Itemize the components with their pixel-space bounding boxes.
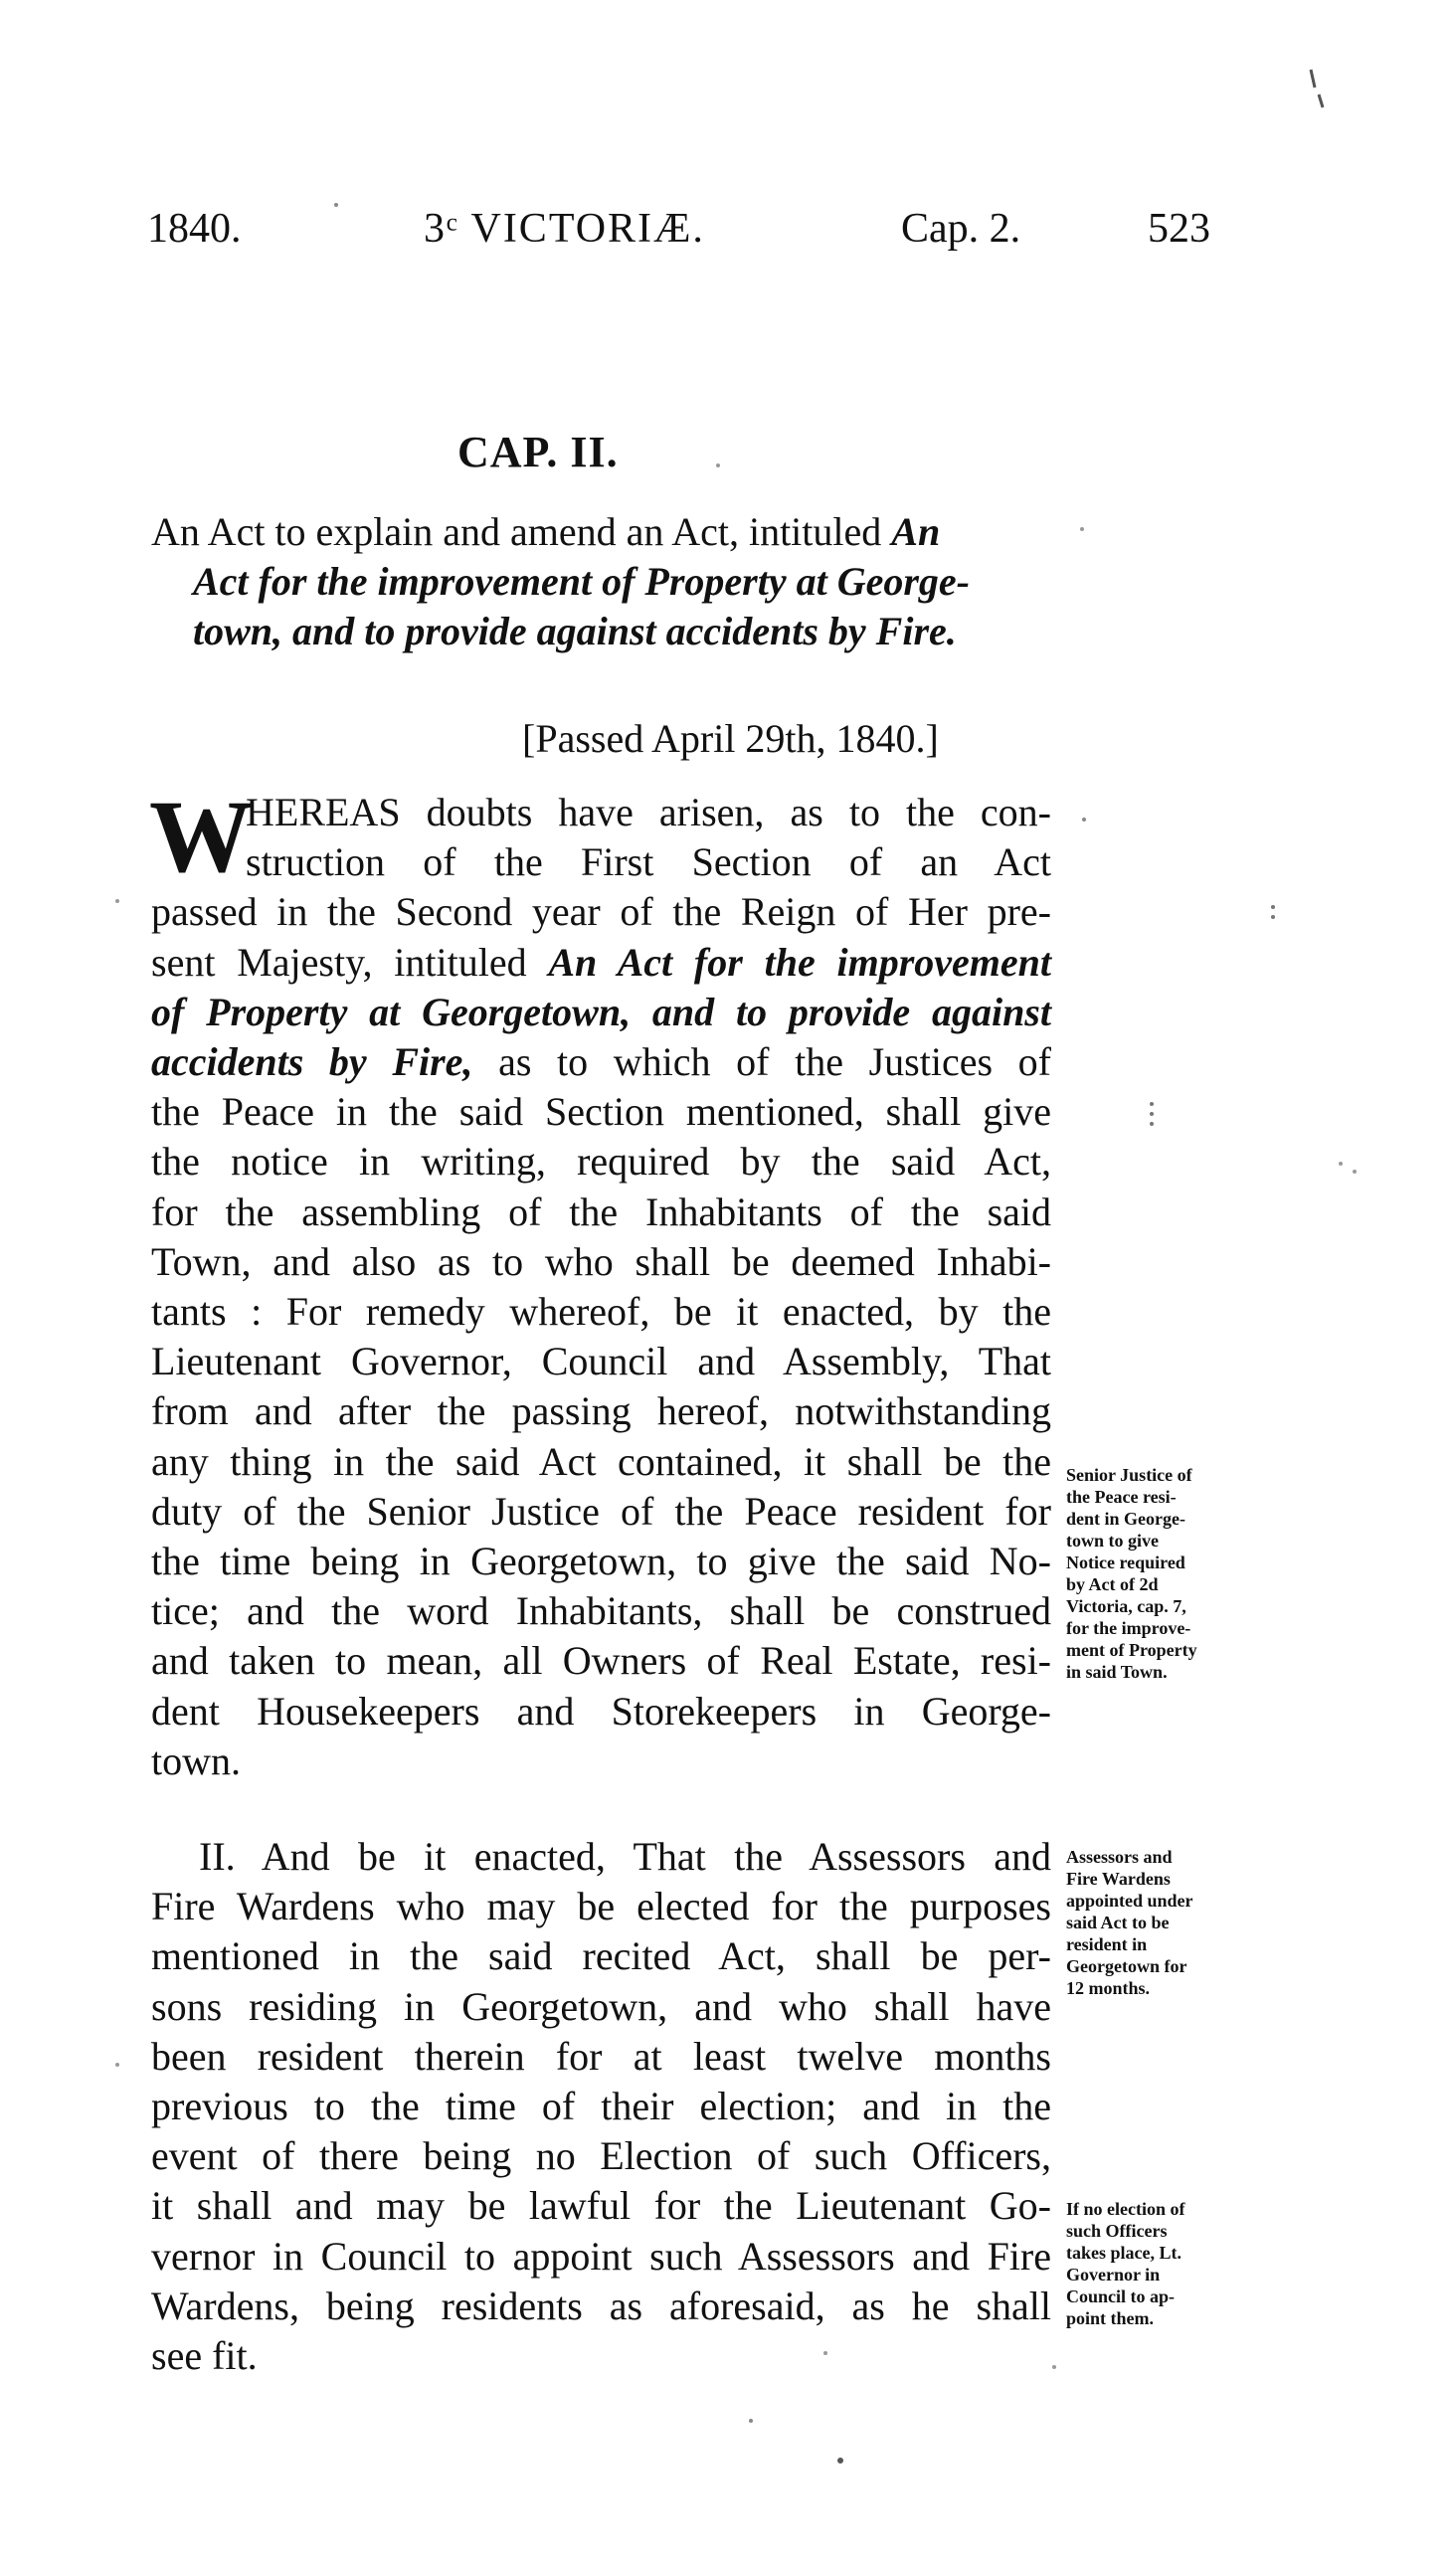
text-line: been resident therein for at least twelve months (151, 2033, 1051, 2079)
act-title-italic: town, and to provide against accidents by Fire. (193, 609, 957, 653)
text-italic: of Property at Georgetown, and to provide against (151, 989, 1051, 1034)
act-title (151, 507, 1076, 656)
margin-note-line: Assessors and (1066, 1847, 1173, 1867)
text-italic: An Act for the improvement (548, 939, 1052, 985)
text-line: previous to the time of their election; and in the (151, 2084, 1051, 2129)
margin-note-line: takes place, Lt. (1066, 2243, 1182, 2263)
text-line: for the assembling of the Inhabitants of the said (151, 1188, 1051, 1234)
margin-note-line: Fire Wardens (1066, 1869, 1171, 1889)
text-line (151, 988, 1051, 1037)
text-line: duty of the Senior Justice of the Peace resident for (151, 1488, 1051, 1534)
text-line: any thing in the said Act contained, it shall be the (151, 1438, 1051, 1484)
margin-note-line: said Act to be (1066, 1913, 1170, 1932)
margin-note-line: Georgetown for (1066, 1956, 1187, 1976)
page-number: 523 (1148, 206, 1210, 252)
margin-note-line: Notice required (1066, 1553, 1185, 1572)
act-title-line (151, 507, 1076, 557)
running-head-reign: 3ᶜ VICTORIÆ. (424, 206, 705, 252)
text-plain: sent Majesty, intituled (151, 939, 549, 985)
text-line: passed in the Second year of the Reign of Her pre- (151, 889, 1051, 935)
margin-note-no-election (1066, 2198, 1265, 2329)
margin-note-line: in said Town. (1066, 1662, 1168, 1682)
text-line: Town, and also as to who shall be deemed Inhabi- (151, 1238, 1051, 1284)
text-line: sons residing in Georgetown, and who shall have (151, 1983, 1051, 2029)
text-line: and taken to mean, all Owners of Real Estate, resi- (151, 1638, 1051, 1684)
section-1-paragraph (149, 780, 1052, 1786)
margin-note-assessors (1066, 1846, 1265, 1999)
text-line: town. (151, 1737, 241, 1783)
margin-note-line: ment of Property (1066, 1640, 1197, 1660)
text-line: struction of the First Section of an Act (246, 839, 1051, 885)
section-2-paragraph (151, 1832, 1051, 2381)
margin-note-line: appointed under (1066, 1891, 1193, 1911)
margin-note-line: 12 months. (1066, 1978, 1151, 1998)
text-line: Fire Wardens who may be elected for the purposes (151, 1884, 1051, 1929)
text-plain: as to which of the Justices of (472, 1039, 1051, 1085)
running-head-year: 1840. (147, 206, 242, 252)
margin-note-line: Victoria, cap. 7, (1066, 1596, 1186, 1616)
margin-note-line: dent in George- (1066, 1509, 1185, 1529)
text-line: dent Housekeepers and Storekeepers in George- (151, 1688, 1051, 1734)
act-title-line (151, 557, 1076, 607)
margin-note-line: such Officers (1066, 2221, 1168, 2241)
drop-cap: W (149, 780, 253, 894)
margin-note-line: Council to ap- (1066, 2286, 1176, 2306)
margin-note-line: resident in (1066, 1934, 1148, 1954)
text-line: tants : For remedy whereof, be it enacted, by the (151, 1289, 1051, 1335)
text-line: see fit. (151, 2333, 258, 2379)
text-line: Lieutenant Governor, Council and Assembly, That (151, 1339, 1051, 1384)
act-title-text: An Act to explain and amend an Act, intituled (151, 509, 892, 554)
text-line: it shall and may be lawful for the Lieutenant Go- (151, 2183, 1051, 2229)
running-head (147, 199, 1241, 259)
passed-date: [Passed April 29th, 1840.] (522, 716, 939, 761)
act-title-italic: Act for the improvement of Property at George- (193, 559, 970, 604)
text-line: II. And be it enacted, That the Assessors and (199, 1834, 1051, 1879)
text-line (151, 1037, 1051, 1087)
margin-note-line: point them. (1066, 2308, 1155, 2328)
margin-note-senior-justice (1066, 1464, 1265, 1683)
margin-note-line: Senior Justice of (1066, 1465, 1192, 1485)
text-line: tice; and the word Inhabitants, shall be construed (151, 1588, 1051, 1634)
text-line: the notice in writing, required by the said Act, (151, 1139, 1051, 1185)
margin-note-line: If no election of (1066, 2199, 1185, 2219)
margin-note-line: by Act of 2d (1066, 1574, 1159, 1594)
text-line: from and after the passing hereof, notwithstanding (151, 1388, 1051, 1434)
text-line: event of there being no Election of such Officers, (151, 2133, 1051, 2179)
margin-note-line: town to give (1066, 1531, 1159, 1551)
text-line: the Peace in the said Section mentioned, shall give (151, 1089, 1051, 1135)
text-line: HEREAS doubts have arisen, as to the con- (246, 790, 1051, 834)
margin-note-line: Governor in (1066, 2265, 1161, 2285)
margin-note-line: for the improve- (1066, 1618, 1191, 1638)
act-title-line (151, 607, 1076, 656)
text-line (151, 938, 1051, 988)
text-italic: accidents by Fire, (151, 1039, 473, 1085)
text-line: mentioned in the said recited Act, shall be per- (151, 1933, 1051, 1979)
chapter-heading: CAP. II. (457, 428, 619, 476)
act-title-italic: An (891, 509, 941, 554)
running-head-chapter: Cap. 2. (901, 206, 1021, 252)
text-line: the time being in Georgetown, to give the said No- (151, 1539, 1051, 1584)
margin-note-line: the Peace resi- (1066, 1487, 1177, 1507)
text-line: vernor in Council to appoint such Assessors and Fire (151, 2233, 1051, 2279)
text-line: Wardens, being residents as aforesaid, as he shall (151, 2283, 1051, 2328)
